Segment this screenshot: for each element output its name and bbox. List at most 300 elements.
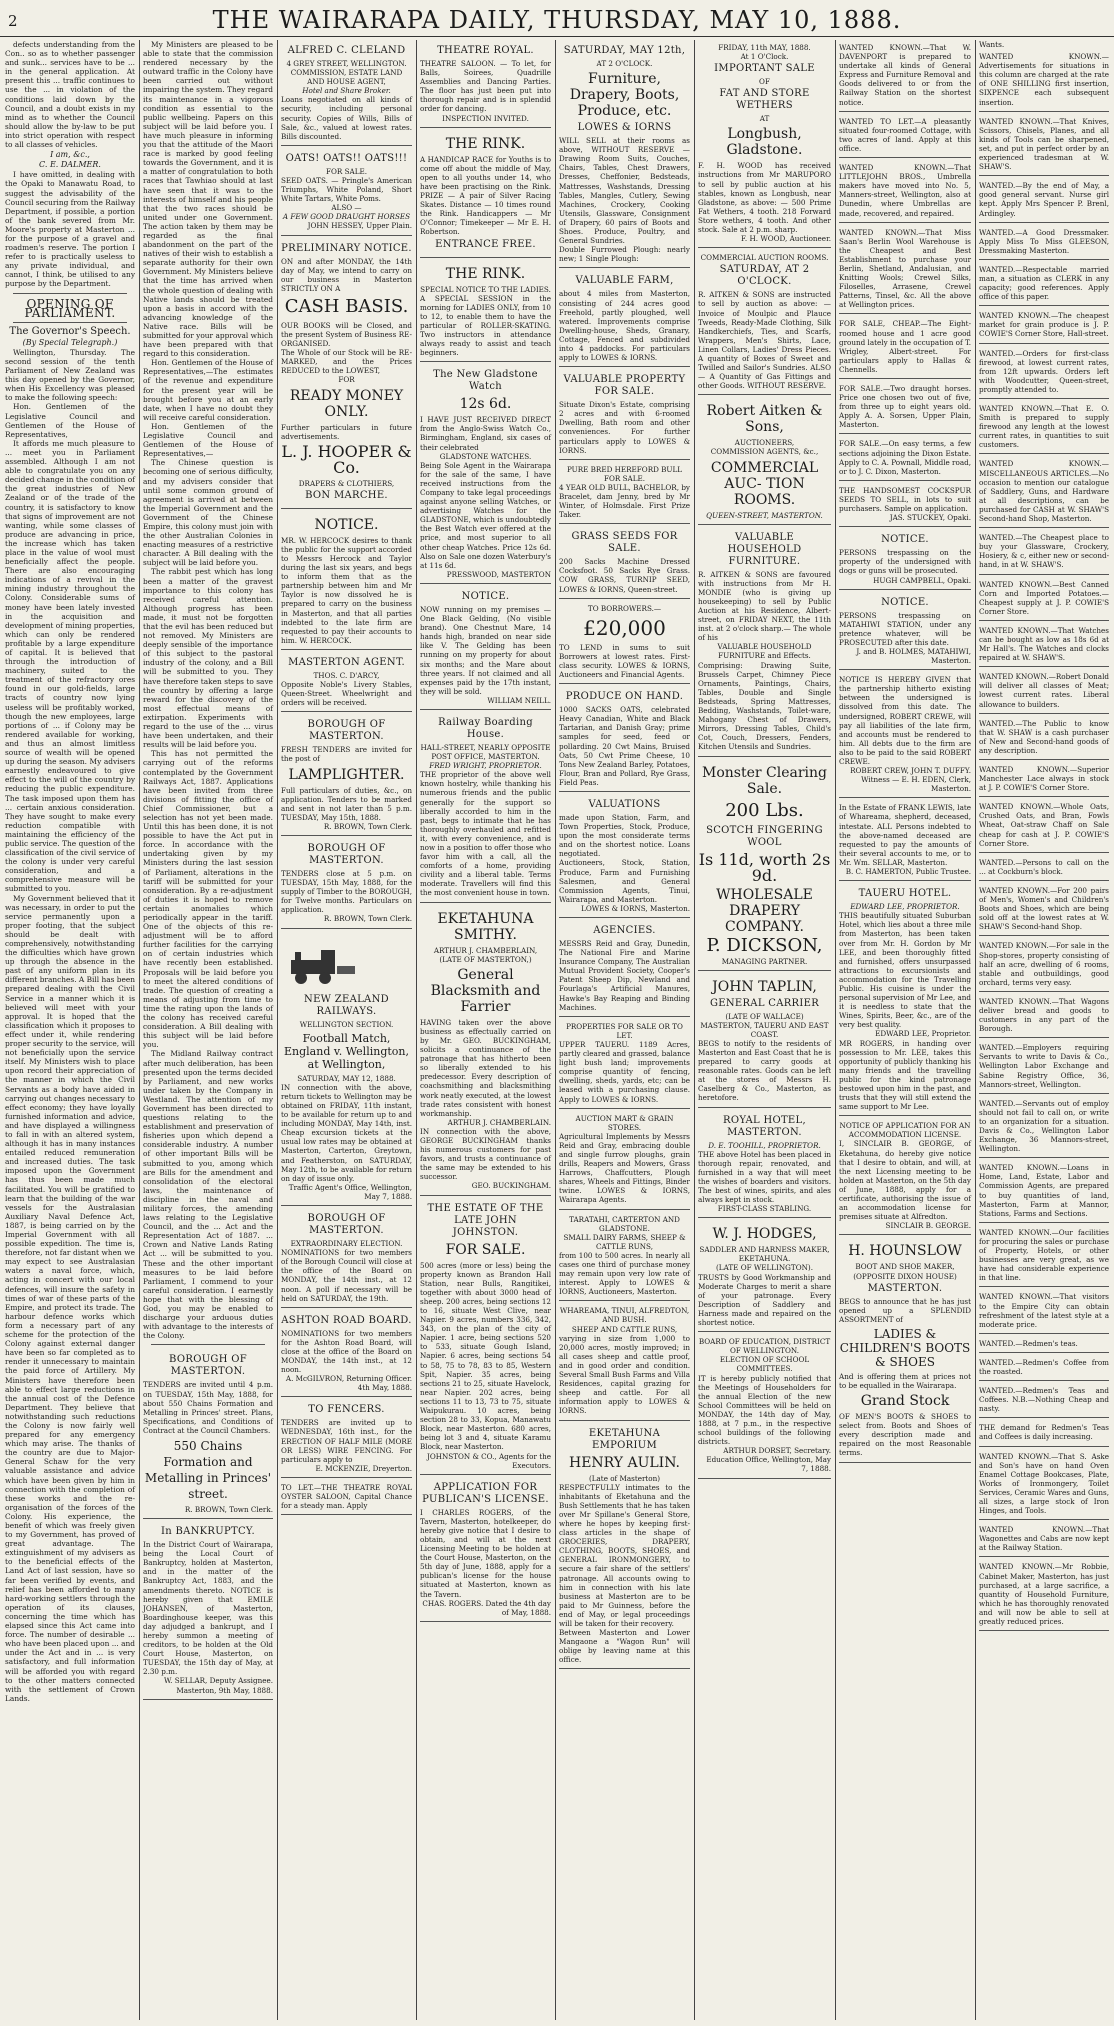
ad-body: WANTED.—Orders for first-class firewood, at lowest current rates, from 12ft upwards. Orders left with Woodcutter, Queen-street, promptly attended to. [979, 348, 1109, 394]
wanted-ad [979, 401, 1109, 454]
election-advertisement [281, 1208, 412, 1308]
wanted-ad [979, 716, 1109, 760]
ad-display-line: Football Match, England v. Wellington, at Wellington, [284, 1031, 409, 1071]
classified-advertisement [839, 483, 971, 527]
ad-heading: VALUATIONS [588, 798, 661, 810]
ad-body: 500 acres (more or less) being the property known as Brandon Hall Station, near Bulls, Rangitikei, together with about 3000 head of sheep. 200 acres, being sections 12 to 16, situate West Clive, near Napier. 9 acres, numbers 336, 342, 343, on the plan of the city of Napier. 1 acre, being sections 520 to 533, situate Gough Island, Napier. 6 acres, being sections 54 to 58, 75 to 78, 83 to 85, Western Spit, Napier. 35 acres, being sections 21 to 25, situate Havelock, near Napier. 202 acres, being sections 11 to 13, 73 to 75, situate Waipukurau. 10 acres, being section 28 to 33, Kopua, Manawatu Block, near Masterton. 680 acres, being lot 3 and 4, situate Karamu Block, near Masterton. [420, 1260, 551, 1452]
ad-body: THE proprietor of the above well known hostelry, while thanking his numerous friends and the public generally for the support so liberally accorded to him in the past, begs to intimate that he has thoroughly overhauled and refitted it, with every convenience, and is now in a position to offer those who favor him with a call, all the comforts of a home, providing civility and a liberal table. Terms moderate. Travellers will find this the most convenient house in town. [420, 770, 551, 898]
ad-display-line: LADIES & CHILDREN'S BOOTS & SHOES [839, 1326, 971, 1369]
ad-line: FOR SALE. [326, 166, 367, 176]
farm-sale-advertisement [559, 270, 690, 367]
ad-address: QUEEN-STREET, MASTERTON. [706, 510, 823, 520]
auction-mart-advertisement [559, 1111, 690, 1210]
ad-heading: AGENCIES. [593, 925, 656, 936]
ad-body: WANTED.—Persons to call on the ... at Cockburn's block. [979, 857, 1109, 876]
ad-body: Loans negotiated on all kinds of security, including personal security. Copies of Wills, Bills of Sale, &c., valued at lowest rates. Bills discounted. [281, 95, 412, 141]
signature: I am, &c., [50, 150, 90, 160]
ad-heading: ASHTON ROAD BOARD. [281, 1314, 412, 1326]
ad-line: Hotel and Share Broker. [302, 86, 391, 96]
wanted-ad [979, 577, 1109, 621]
column-3 [277, 40, 415, 2020]
article-paragraph: It affords me much pleasure to ... meet you in Parliament assembled. Although I am not able to congratulate you on any decided change in the condition of the great industries of New Zealand or of the trade of the country, it is satisfactory to know that signs of improvement are not wanting, while some classes of produce are advancing in price, the increase which has taken place in the value of wool must beneficially affect the people. There are also encouraging indications of a revival in the mining industry throughout the Colony. Considerable sums of money have been lately invested in the acquisition and development of mining properties, which can only be rendered profitable by a large expenditure of capital. It is believed that through the introduction of machinery, suited to the treatment of the refractory ores found in our gold-fields, large tracts of country now lying useless will be profitably worked, though the new employees, large portions of ... if Colony may be rendered available for working, and thus an almost limitless source of wealth will be opened up during the season. My advisers earnestly endeavoured to give effect to the will of the country by reducing the public expenditure. The task imposed upon them has ... certain anxious consideration. They have sought to make every reduction compatible with maintaining the efficiency of the public service. The question of the classification of the civil service of the colony is under very careful consideration, and a comprehensive measure will be submitted to you. [5, 438, 135, 894]
notice-advertisement [281, 511, 412, 650]
ad-heading: In BANKRUPTCY. [160, 1526, 256, 1538]
watch-advertisement [420, 364, 551, 584]
article-paragraph: The Midland Railway contract after much deliberation, has been presented upon the terms decided by Parliament, and new works under taken by the Company in Westland. The attention of my Government has been directed to questions relating to the establishment and preservation of fisheries upon which depend a considerable industry. A number of other important Bills will be submitted to you, among which are Bills for the amendment and consolidation of the electoral laws, the maintenance of discipline in the naval and military forces, the amending laws relating to the Legislative Council, and the ... Act and the Representation Act of 1887. ... Crown and Native Lands Rating Act ... will be submitted to you. These and the other important measures to be laid before Parliament, I commend to your careful consideration. I earnestly hope that with the blessing of God, you may be enabled to discharge your arduous duties with advantage to the interests of the Colony. [143, 1049, 273, 1341]
ad-body: about 4 miles from Masterton, consisting of 244 acres good Freehold, partly ploughed, well watered. Improvements comprise Dwelling-house, Sheds, Granary, Cottage, Fenced and subdivided into 4 paddocks. For particulars apply to LOWES & IORNS. [559, 289, 690, 363]
ad-firm-name: P. DICKSON, [706, 934, 823, 956]
fencers-advertisement [281, 1399, 412, 1478]
property-sale-advertisement [559, 369, 690, 460]
ad-body: BEGS to announce that he has just opened up a SPLENDID ASSORTMENT of [839, 1296, 971, 1324]
classified-advertisement [839, 160, 971, 223]
article-paragraph: Hon. Gentlemen of the Legislative Council and Gentlemen of the House of Representatives,— [143, 421, 273, 459]
auctioneers-advertisement [698, 397, 831, 524]
ad-heading: VALUABLE PROPERTY FOR SALE. [563, 374, 686, 398]
ad-display-line: LAMPLIGHTER. [288, 766, 405, 783]
ad-body: TO LET.—THE THEATRE ROYAL OYSTER SALOON, Capital Chance for a steady man. Apply [281, 1482, 412, 1511]
ad-line: FIRST-CLASS STABLING. [717, 1204, 812, 1214]
ad-body: made upon Station, Farm, and Town Properties, Stock, Produce, upon the most considerate terms and on the shortest notice. Loans negotiated. [559, 812, 690, 859]
ad-firm-name: HENRY AULIN. [568, 1454, 681, 1471]
classified-advertisement [839, 316, 971, 379]
theatre-advertisement [420, 40, 551, 128]
ad-signature: GEO. BUCKINGHAM. [471, 1181, 551, 1191]
ad-firm-name: H. HOUNSLOW [848, 1243, 962, 1260]
ad-heading: BOROUGH OF MASTERTON. [169, 1354, 247, 1378]
railway-engine-icon [281, 938, 361, 986]
agencies-advertisement [559, 920, 690, 1017]
ad-heading: THE ESTATE OF THE LATE JOHN JOHNSTON. [427, 1202, 544, 1238]
ad-heading: Monster Clearing Sale. [702, 764, 827, 797]
ad-body: 4 YEAR OLD BULL, BACHELOR, by Bracelet, dam Jenny, bred by Mr Winter, of Holmsdale. First Prize Taker. [559, 482, 690, 520]
wanted-ad [979, 530, 1109, 574]
ad-display-line: Longbush, Gladstone. [726, 126, 803, 159]
ad-body: FOR SALE.—Two draught horses. Price one chosen two out of five, from three up to eight years old. Apply A. A. Sorsen, Upper Plain, Masterton. [839, 384, 971, 430]
article-byline: (By Special Telegraph.) [22, 337, 118, 347]
ad-heading: PURE BRED HEREFORD BULL FOR SALE. [566, 464, 683, 483]
ad-body: WANTED TO LET.—A pleasantly situated four-roomed Cottage, with two acres of land. Apply at this office. [839, 116, 971, 153]
wanted-ad [979, 346, 1109, 399]
ad-heading: The New Gladstone Watch [433, 369, 538, 393]
column-8 [975, 40, 1112, 2020]
ad-heading: TAUERU HOTEL. [858, 888, 952, 900]
ad-heading: BOROUGH OF MASTERTON. [307, 719, 386, 743]
ad-display-line: General Blacksmith and Farrier [430, 966, 541, 1015]
agent-advertisement [281, 40, 412, 146]
wanted-ad [979, 623, 1109, 667]
ad-heading: NOTICE. [314, 516, 379, 533]
railways-advertisement [281, 931, 412, 1207]
wethers-sale-advertisement [698, 40, 831, 248]
ad-body: WANTED KNOWN.—That Miss Saan's Berlin Wool Warehouse is the Cheapest and Best Establishment to purchase your Berlin, Shetland, Andalusian, and Knitting Wools; Crewel Silks, Filoselles, Arrasene, Crewel Patterns, Tinsel, &c. All the above at Wellington prices. [839, 227, 971, 310]
ad-signature: PRESSWOOD, MASTERTON [446, 569, 551, 579]
ad-body: WANTED.—The Cheapest place to buy your Glassware, Crockery, Hosiery, & c, either new or second-hand, in at W. SHAW'S. [979, 533, 1109, 570]
ad-heading: THE RINK. [445, 135, 526, 152]
page-number: 2 [8, 12, 18, 30]
column-1 [2, 40, 138, 2020]
partnership-notice [839, 672, 971, 798]
ad-line: ARTHUR J. CHAMBERLAIN, [433, 945, 538, 955]
estate-notice [839, 800, 971, 881]
smithy-advertisement [420, 905, 551, 1196]
ad-heading: OATS! OATS!! OATS!!! [285, 152, 408, 164]
wanted-ad [979, 225, 1109, 260]
ad-body: BEGS to notify to the residents of Masterton and East Coast that he is prepared to carry goods at reasonable rates. Goods can be left at the stores of Messrs H. Caselberg & Co., Masterton, as heretofore. [698, 1038, 831, 1103]
ad-body: Situate Dixon's Estate, comprising 2 acres and with 6-roomed Dwelling, Bath room and other conveniences. For further particulars apply to LOWES & IORNS. [559, 400, 690, 455]
ad-body: FRESH TENDERS are invited for the post of [281, 745, 412, 764]
ad-signature: LOWES & IORNS, Masterton. [581, 903, 690, 913]
ad-body: And is offering them at prices not to be equalled in the Wairarapa. [839, 1371, 971, 1390]
divider [13, 322, 127, 323]
column-5 [555, 40, 693, 2020]
ad-body: WANTED KNOWN.—Loans in Home, Land, Estate, Labor and Commission Agents, are prepared to buy quantities of land, Masterton, Farm at Mannor, Stations, Farms and Sections. [979, 1163, 1109, 1218]
ad-body: Between Masterton and Lower Mangaone a "Wagon Run" will oblige by leaving name at this office. [559, 1628, 690, 1665]
newspaper-title: THE WAIRARAPA DAILY, THURSDAY, MAY 10, 1888. [212, 6, 902, 34]
ad-heading: THEATRE ROYAL. [437, 45, 534, 56]
ad-line: EXTRAORDINARY ELECTION. [290, 1239, 403, 1249]
ad-body: WANTED.—Redmen's teas. [979, 1338, 1078, 1348]
license-application [420, 1477, 551, 1622]
ad-body: TRUSTS by Good Workmanship and Moderate Charges to merit a share of your patronage. Every Description of Saddlery and Harness made and repaired on the shortest notice. [698, 1272, 831, 1328]
ad-body: FOR SALE, CHEAP.—The Eight-roomed house and 1 acre good ground lately in the occupation of T. Wrigley, Albert-street. For particulars apply to Hallas & Chennells. [839, 319, 971, 374]
ad-line: DRAPERS & CLOTHIERS, [298, 478, 395, 488]
ad-heading: GRASS SEEDS FOR SALE. [571, 531, 678, 555]
wanted-ad [979, 1355, 1109, 1381]
ad-body: R. AITKEN & SONS are favoured with instructions from Mr H. MONDIE (who is giving up housekeeping) to sell by Public Auction at his Residence, Albert-street, on FRIDAY NEXT, the 11th inst. at 2 o'clock sharp.— The whole of his [698, 569, 831, 643]
ad-line: A FEW GOOD DRAUGHT HORSES [282, 212, 411, 222]
ad-line: ELECTION OF SCHOOL COMMITTEES. [719, 1355, 810, 1374]
wanted-ad [979, 456, 1109, 528]
ad-heading: SATURDAY, MAY 12th, [563, 45, 686, 56]
ad-line: (LATE OF WALLACE) [725, 1011, 804, 1021]
ad-price: 12s 6d. [459, 396, 512, 413]
article-paragraph: Hon. Gentlemen of the Legislative Council and Gentlemen of the House of Representatives, [5, 402, 135, 439]
article-paragraph: Wellington, Thursday. The second session of the tenth Parliament of New Zealand was this day opened by the Governor, when His Excellency was pleased to make the following speech: [5, 347, 135, 403]
wanted-ad [979, 1420, 1109, 1446]
tender-advertisement [143, 1349, 273, 1519]
ad-body: NOW running on my premises — One Black Gelding, (No visible brand). One Chestnut Mare, 14 hands high, branded on near side like V. The Gelding has been running on my property for about six months; and the Mare about three years. If not claimed and all expenses paid by the 17th instant, they will be sold. [420, 604, 551, 696]
ad-firm-name: JOHN TAPLIN, [712, 978, 817, 995]
ad-firm-name: Robert Aitken & Sons, [706, 403, 823, 436]
wanted-ad [979, 855, 1109, 881]
article-paragraph: This has not permitted the carrying out of the reforms contemplated by the Government Railways Act, 1887. Applications have been invited from three divisions of fitting the office of Chief Commissioner, but a selection has not yet been made. Until this has been done, it is not possible to have the Act put in force. In accordance with the undertaking given by my Ministers during the last session of Parliament, alterations in the tariff will be submitted for your consideration. By a re-adjustment of duties it is hoped to remove certain anomalies which periodically appear in the tariff. One of the objects of this re-adjustment will be to afford further facilities for the carrying on of certain industries which have recently been established. Proposals will be laid before you to meet the altered conditions of trade. The question of creating a means of adjusting from time to time the rating upon the lands of the colony has received careful consideration. A Bill dealing with this subject will be laid before you. [143, 749, 273, 1050]
ad-line: OF [759, 77, 770, 87]
ad-body: WANTED KNOWN.—MISCELLANEOUS ARTICLES.—No occasion to mention our catalogue of Saddlery, Guns, and Hardware at all descriptions, can be purchased for CASH at W. SHAW'S Second-hand Shop, Masterton. [979, 459, 1109, 524]
ad-signature: B. C. HAMERTON, Public Trustee. [845, 867, 971, 877]
wanted-ad [979, 1522, 1109, 1557]
tauerU-hotel-advertisement [839, 883, 971, 1116]
article-paragraph: The Chinese question is becoming one of serious difficulty, and my advisers consider that until some common ground of agreement is arrived at between the Imperial Government and the Government of the Chinese Empire, this colony must join with the other Australian Colonies in enacting measures of a restrictive character. A Bill dealing with the subject will be laid before you. [143, 458, 273, 568]
ad-body: IT is hereby publicly notified that the Meetings of Householders for the annual Election of the new School Committees will be held on MONDAY, the 14th day of May, 1888, at 7 p.m., in the respective school buildings of the following districts. [698, 1373, 831, 1447]
ad-body: Double Furrowed Plough: nearly new; 1 Single Plough: [559, 245, 690, 264]
oats-advertisement [281, 148, 412, 236]
ad-line: FAT AND STORE WETHERS [719, 88, 810, 112]
ad-heading: NEW ZEALAND RAILWAYS. [304, 993, 389, 1017]
column-7 [835, 40, 974, 2020]
classified-advertisement [839, 381, 971, 434]
ad-body: PERSONS trespassing on MATAHIWI STATION, under any pretence whatever, will be PROSECUTED after this date. [839, 610, 971, 647]
ad-body: WANTED KNOWN.—Best Canned Corn and Imported Potatoes.—Cheapest supply at J. P. COWIE'S Corner Store. [979, 579, 1109, 616]
masterton-agent-advertisement [281, 652, 412, 712]
ad-body: 1000 SACKS OATS, celebrated Heavy Canadian, White and Black Tartarian, and Danish Gray; prime samples for seed, feed or pollarding. 20 Cwt Mains, Bruised Oats, 50 Cwt Prime Cheese, 10 Tons New Zealand Barley, Potatoes, Flour, Bran and Pollard, Rye Grass, Field Peas. [559, 705, 690, 787]
ad-body: WANTED KNOWN.—The cheapest market for grain produce is J. P. COWIE'S Corner Store, Hall-street. [979, 311, 1109, 339]
ad-line: FRED WRIGHT, PROPRIETOR. [429, 761, 542, 771]
license-application [839, 1118, 971, 1235]
ad-signature: ARTHUR J. CHAMBERLAIN. [447, 1117, 551, 1127]
ad-line: SMALL DAIRY FARMS, SHEEP & CATTLE RUNS, [563, 1232, 686, 1251]
ad-body: Opposite Noble's Livery Stables, Queen-Street. Wheelwright and orders will be received. [281, 680, 412, 708]
ad-body: PERSONS trespassing on the property of the undersigned with dogs or guns will be prosecuted. [839, 548, 971, 576]
article-paragraph: Hon. Gentlemen of the House of Representatives,—The estimates of the revenue and expenditure for the present year will be brought before you at an early date, when I have no doubt they will receive careful consideration. [143, 358, 273, 422]
ad-line: (Late of Masterton) [588, 1473, 661, 1483]
wanted-ad [979, 1096, 1109, 1159]
ad-body: WANTED KNOWN.—Superior Manchester Lace always in stock at J. P. COWIE'S Corner Store. [979, 765, 1109, 793]
ad-line: INSPECTION INVITED. [442, 113, 529, 123]
ad-body: RESPECTFULLY intimates to the inhabitants of Eketahuna and the Bush Settlements that he has taken over Mr Spillane's General Store, where he hopes by keeping first-class articles in the shape of GROCERIES, DRAPERY, CLOTHING, BOOTS, SHOES, and GENERAL IRONMONGERY, to secure a fair share of the settlers' patronage. All accounts owing to him in connection with his late business at Masterton are to be paid to Mr Guinness, before the end of May, or legal proceedings will be taken for their recovery. [559, 1482, 690, 1628]
ad-body: MR. W. HERCOCK desires to thank the public for the support accorded to Messrs Hercock and Taylor during the last six years, and begs to inform them that as the partnership between him and Mr Taylor is now dissolved he is prepared to carry on the business in Masterton, and that all parties indebted to the late firm are requested to pay their accounts to him. W. HERCOCK. [281, 535, 412, 645]
ad-body: THIS beautifully situated Suburban Hotel, which lies about a three mile from Masterton, has been taken over from Mr. H. Gordon by Mr LEE, and been thoroughly fitted and furnished, offers unsurpassed attractions to excursionists and accommodation for the Travelling Public. His cuisine is under the personal supervision of Mr Lee, and it is needless to state that the Wines, Spirits, Beer, &c., are of the very best quality. [839, 911, 971, 1030]
ad-heading: EKETAHUNA EMPORIUM [588, 1427, 661, 1451]
ad-price: Is 11d, worth 2s 9d. [698, 849, 831, 885]
ad-body: WANTED KNOWN.—That W. DAVENPORT is prepared to undertake all kinds of General Express and Furniture Removal and Goods delivered to or from the Railway Station on the shortest notice. [839, 43, 971, 107]
ad-body: Full particulars of duties, &c., on application. Tenders to be marked and sent in not later than 5 p.m. TUESDAY, May 15th, 1888. [281, 785, 412, 822]
trespass-notice [839, 592, 971, 671]
ad-line: COMMISSION AGENTS, &c., [710, 447, 819, 457]
ad-body: varying in size from 1,000 to 20,000 acres, mostly improved; in all cases sheep and cattle proof, and in good order and condition. Several Small Bush Farms and Villa Residences, capital grazing for sheep and cattle. For all information apply to LOWES & IORNS. [559, 1333, 690, 1416]
ad-body: IN connection with the above, GEORGE BUCKINGHAM thanks his numerous customers for past favors, and trusts a continuance of the same may be extended to his successor. [420, 1126, 551, 1182]
valuations-advertisement [559, 794, 690, 918]
ad-body: THE demand for Redmen's Teas and Coffees is daily increasing. [979, 1423, 1109, 1442]
ad-line: ALSO — [331, 203, 362, 213]
ad-line: GLADSTONE WATCHES. [439, 451, 532, 461]
article-paragraph: My Ministers are pleased to be able to state that the commission rendered necessary by the outward traffic in the Colony have been carried out without impairing the system. They regard its maintenance in a vigorous condition as essential to the public wellbeing. Papers on this subject will be laid before you. I have much pleasure in informing you that the attitude of the Maori race is marked by good feeling towards the Government, and it is a matter of congratulation to both races that Tawhiao should at last have seen that it was to the interests of himself and his people that the two races should be united under one Government. The action taken by them may be regarded as the final abandonment on the part of the natives of their wish to establish a separate authority for their own Government. My Ministers believe that the time has arrived when the whole question of dealing with Native lands should be treated upon a basis in accord with the advancing knowledge of the Native race. Bills will be submitted for your approval which have been prepared with that regard to this consideration. [143, 40, 273, 359]
ad-body: SEED OATS. — Pringle's American Triumphs, White Poland, Short White Tartars, White Poms. [281, 175, 412, 204]
ad-line: MASTERTON, TAUERU AND EAST COAST. [700, 1020, 829, 1039]
ad-body: Comprising: Drawing Suite, Brussels Carpet, Chimney Piece Ornaments, Paintings, Chairs, Tables, Double and Single Bedsteads, Spring Mattresses, Bedding, Washstands, Toilet-ware, Mahogany Chest of Drawers, Mirrors, Dressing Tables, Child's Cot, Couch, Dressers, Fenders, Kitchen Utensils and Sundries. [698, 660, 831, 752]
ad-heading: VALUABLE FARM, [575, 275, 674, 287]
ad-heading: COMMERCIAL AUCTION ROOMS. [700, 253, 829, 263]
ad-line: SPECIAL NOTICE TO THE LADIES. [420, 284, 551, 294]
ad-line: (LATE OF MASTERTON,) [439, 954, 532, 964]
wanted-ad [979, 308, 1109, 343]
ad-body: Auctioneers, Stock, Station, Produce, Farm and Furnishing Salesmen, and General Commission Agents, Tinui, Wairarapa, and Masterton. [559, 858, 690, 904]
ad-heading: PRODUCE ON HAND. [565, 691, 684, 703]
wanted-ad [979, 114, 1109, 177]
ad-body: NOMINATIONS for two members for the Ashton Road Board, will close at the office of the Board on MONDAY, the 14th inst., at 12 noon. [281, 1328, 412, 1375]
ad-body: NOTICE IS HEREBY GIVEN that the partnership hitherto existing between the undersigned is dissolved from this date. The undersigned, ROBERT CREWE, will pay all liabilities of the late firm, and accounts must be rendered to him. All debts due to the firm are also to be paid to the said ROBERT CREWE. [839, 675, 971, 766]
ad-body: MESSRS Reid and Gray, Dunedin, The National Fire and Marine Insurance Company, The Australian Mutual Provident Society, Cooper's Patent Sheep Dip, Newland and Fourlaga's Artificial Manures, Hawke's Bay Reaping and Binding Machines. [559, 939, 690, 1012]
wanted-ad [979, 1449, 1109, 1521]
wanted-ad [979, 799, 1109, 852]
ad-body: WANTED KNOWN.—That Watches can be bought as low as 18s 6d at Mr Hall's. The Watches and clocks repaired at W. SHAW'S. [979, 625, 1109, 663]
article-paragraph: I have omitted, in dealing with the Opaki to Manawatu Road, to suggest the advisability of the Council securing from the Railway Department, if possible, a portion of the bank severed from Mr. Moore's property at Masterton ... for the purpose of a gravel and roadmen's reserve. The portion I refer to is practically useless to any private individual, and cannot, I think, be utilised to any purpose by the Department. [5, 170, 135, 289]
ad-signature: ARTHUR DORSET, Secretary. Education Office, Wellington, May 7, 1888. [706, 1446, 831, 1474]
ad-body: WANTED KNOWN.—That E. O. Smith is prepared to supply firewood any length at the lowest current rates, in quantities to suit customers. [979, 404, 1109, 450]
ad-heading: BOROUGH OF MASTERTON. [307, 1213, 386, 1237]
ad-line: (OPPOSITE DIXON HOUSE) [853, 1271, 957, 1281]
classified-advertisement [839, 225, 971, 315]
emporium-advertisement [559, 1423, 690, 1670]
ad-body: Agricultural Implements by Messrs Reid and Gray, embracing double and single furrow ploughs, grain drills, Reapers and Mowers, Grass Harrows, Chaffcutters, Plough shares, Wheels and Fittings, Binder twine. LOWES & IORNS, Wairarapa Agents. [559, 1131, 690, 1205]
rink-ladies-advertisement [420, 260, 551, 363]
ad-body: WANTED KNOWN.—Our facilities for procuring the sales or purchase of Property, Hotels, or other businesses are very great, as we have had considerable experience in that line. [979, 1227, 1109, 1283]
ad-line: WELLINGTON SECTION. [299, 1019, 394, 1029]
ad-line: SATURDAY, MAY 12, 1888. [297, 1073, 396, 1083]
ad-heading: MASTERTON AGENT. [288, 656, 405, 668]
wanted-ad [979, 1336, 1109, 1353]
ad-body: MR ROGERS, in handing over possession to Mr. LEE, takes this opportunity of publicly thanking his many friends and the travelling public for the kind patronage bestowed upon him in the past, and trusts that they will still extend the same support to Mr Lee. [839, 1038, 971, 1112]
ad-body: WANTED KNOWN.—That S. Aske and Son's have on hand Oven Enamel Cottage Bookcases, Plate, Works of Ironmongery, Toilet Services, Ceramic Wares and Guns, all sizes, a large stock of Iron Hinges, and Tools. [979, 1451, 1109, 1516]
ad-body: F. H. WOOD has received instructions from Mr MARUPORO to sell by public auction at his stables, known as Longbush, near Gladstone, as above: — 500 Prime Fat Wethers, 4 tooth. 218 Forward Store wethers, 4 tooth. And other stock. Sale at 2 p.m. sharp. [698, 161, 831, 235]
divider [151, 1344, 265, 1345]
ad-line: ENTRANCE FREE. [435, 238, 536, 250]
ad-heading: TO BORROWERS.— [587, 603, 662, 613]
ad-heading: NOTICE OF APPLICATION FOR AN ACCOMMODATION LICENSE. [839, 1121, 971, 1140]
ad-display-line: Grand Stock [860, 1393, 950, 1410]
wanted-ad [979, 1383, 1109, 1418]
ad-heading: PRELIMINARY NOTICE. [281, 242, 412, 254]
ad-heading: WHAREAMA, TINUI, ALFREDTON, AND BUSH. [559, 1306, 690, 1325]
ad-signature: E. MCKENZIE, Dreyerton. [315, 1463, 412, 1473]
wanted-ad [979, 1225, 1109, 1288]
ad-signature: ROBERT CREW, JOHN T. DUFFY. Witness — E. H. EDEN, Clerk, Masterton. [850, 766, 971, 794]
column-6 [694, 40, 834, 2020]
wanted-ad [979, 994, 1109, 1038]
ad-line: MANAGING PARTNER. [721, 956, 808, 966]
ad-body: OF MEN'S BOOTS & SHOES to select from. Boots and Shoes of every description made and repaired on the most Reasonable terms. [839, 1412, 971, 1458]
ad-heading: NOTICE. [881, 596, 929, 608]
ad-display-line: FOR SALE. [445, 1241, 526, 1258]
ad-line: FRIDAY, 11th MAY, 1888. [718, 43, 811, 52]
column-4 [416, 40, 554, 2020]
classified-advertisement [839, 114, 971, 158]
ad-heading: AUCTION MART & GRAIN STORES. [575, 1113, 674, 1132]
ad-signature: F. H. WOOD, Auctioneer. [741, 234, 831, 244]
preliminary-notice-advertisement [281, 238, 412, 509]
ad-body: WILL SELL at their rooms as above, WITHOUT RESERVE — Drawing Room Suits, Couches, Chairs, Tables, Chest Drawers, Dresses, Cheffonier, Bedsteads, Mattresses, Washstands, Dressing Tables, Mangles, Cutlery, Sewing Machines, Crockery, Cooking Utensils, Glassware, Consignment of Drapery, 60 pairs of Boots and Shoes. Produce, Poultry, and General Sundries. [559, 136, 690, 246]
ad-body: In the Estate of FRANK LEWIS, late of Whareama, shepherd, deceased, intestate. ALL Persons indebted to the above-named deceased are requested to pay the amounts of their several accounts to me, or to Mr. Wm. SELLAR, Masterton. [839, 803, 971, 867]
wanted-ad [979, 938, 1109, 991]
ad-body: TENDERS close at 5 p.m. on TUESDAY, 15th May, 1888, for the supply of Timber to the BOROUGH, for Twelve months. Particulars on application. [281, 868, 412, 915]
ad-line: COMMISSION, ESTATE LAND AND HOUSE AGENT, [290, 68, 403, 87]
ad-body: WANTED KNOWN.—For 200 pairs of Men's, Women's and Children's Boots and Shoes, which are being sold off at the lowest rates at W. SHAW'S Second-hand Shop. [979, 885, 1109, 932]
ad-line: BOOT AND SHOE MAKER, [855, 1262, 955, 1272]
ad-body: I, SINCLAIR B. GEORGE, of Eketahuna, do hereby give notice that I desire to obtain, and will, at the next Licensing meeting to be holden at Masterton, on the 5th day of June, 1888, apply for a certificate, authorising the issue of an accommodation license for premises situate at Alfredton. [839, 1139, 971, 1222]
rink-advertisement [420, 130, 551, 258]
ad-heading: APPLICATION FOR PUBLICAN'S LICENSE. [422, 1481, 549, 1505]
ad-signature: WILLIAM NEILL. [487, 695, 551, 705]
ad-body: WANTED KNOWN.—That Wagons deliver bread and goods to customers in any part of the Borough. [979, 996, 1109, 1034]
ad-body: TENDERS are invited up to WEDNESDAY, 16th inst., for the ERECTION OF HALF MILE (MORE OR LESS) WIRE FENCING. For particulars apply to [281, 1418, 412, 1464]
ad-body: HAVING taken over the above business as effectually carried on by Mr. GEO. BUCKINGHAM, solicits a continuance of the patronage that has hitherto been so liberally extended to his predecessor. Every description of coachsmithing and blacksmithing work neatly executed, at the lowest trade rates consistent with honest workmanship. [420, 1017, 551, 1118]
ad-body: WANTED.—Redmen's Coffee from the roasted. [979, 1357, 1109, 1376]
saddler-advertisement [698, 1220, 831, 1332]
ad-body: UPPER TAUERU. 1189 Acres, partly cleared and grassed, balance light bush land; improvements comprise quantity of fencing, dwelling, sheds, yards, etc; can be leased with a purchasing clause. Apply to LOWES & IORNS. [559, 1039, 690, 1104]
ad-body: R. AITKEN & SONS are instructed to sell by auction as above: — Invoice of Moulpic and Plauce Tweeds, Ready-Made Clothing, Silk Handkerchiefs, Ties, and Scarfs, Wrappers, Men's Shirts, Lace, Linen Collars, Ladies' Dress Pieces. A quantity of Boxes of Sweet and Twilled and Sailor's Sundries. ALSO — A Quantity of Gas Fittings and other Goods. WITHOUT RESERVE. [698, 290, 831, 391]
ad-heading: Railway Boarding House. [438, 716, 533, 740]
properties-advertisement [559, 1019, 690, 1109]
ad-heading: PROPERTIES FOR SALE OR TO LET. [566, 1021, 683, 1040]
ad-line: BON MARCHE. [305, 489, 388, 501]
ad-body: Further particulars in future advertisements. [281, 422, 412, 441]
ad-body: I CHARLES ROGERS, of the Tavern, Masterton, hotelkeeper, do hereby give notice that I desire to obtain, and will at the next Licensing Meeting to be holden at the Court House, Masterton, on the 5th day of June, 1888, apply for a publican's license for the house situated at Masterton, known as the Tavern. [420, 1507, 551, 1599]
trespass-notice [839, 529, 971, 589]
ad-display-line: Furniture, Drapery, Boots, Produce, etc. [569, 71, 680, 120]
wanted-ad [979, 178, 1109, 222]
ad-body: THE HANDSOMEST COCKSPUR SEEDS TO SELL, in lots to suit purchasers. Sample on application. [839, 485, 971, 514]
signature: C. E. DALMER. [39, 160, 101, 170]
wanted-ad [979, 762, 1109, 797]
ad-line: AT 2 O'CLOCK. [596, 59, 653, 68]
wanted-ad [979, 262, 1109, 306]
ad-display-line: £20,000 [583, 615, 666, 640]
ad-line: GENERAL CARRIER [709, 997, 820, 1009]
ad-line: SATURDAY, AT 2 O'CLOCK. [719, 264, 810, 288]
ad-line: MASTERTON. [867, 1282, 943, 1294]
ad-signature: R. BROWN, Town Clerk. [323, 914, 412, 924]
auction-advertisement [559, 40, 690, 268]
ad-body: WANTED.—Redmen's Teas and Coffees. N.B.—Nothing Cheap and nasty. [979, 1386, 1109, 1414]
ad-body: TENDERS are invited until 4 p.m. on TUESDAY, 15th May, 1888, for about 550 Chains Formation and Metalling in Princes' street. Plans, Specifications, and Conditions of Contract at the Council Chambers. [143, 1380, 273, 1435]
ad-line: AUCTIONEERS, [734, 438, 795, 448]
ad-address: 4 GREY STREET, WELLINGTON. [286, 59, 407, 68]
ad-signature: JAS. STUCKEY, Opaki. [889, 513, 971, 523]
ad-body: NOMINATIONS for two members of the Borough Council will close at the office of the Board on MONDAY, the 14th inst., at 12 noon. A poll if necessary will be held on SATURDAY, the 19th. [281, 1248, 412, 1303]
ad-line: SHEEP AND CATTLE RUNS, [571, 1324, 678, 1334]
ad-heading: THE RINK. [445, 265, 526, 282]
ad-heading: NOTICE. [461, 590, 510, 602]
ad-body: TO LEND in sums to suit Borrowers at lowest rates. First-class security. LOWES & IORNS, Auctioneers and Financial Agents. [559, 642, 690, 680]
ad-heading: ALFRED C. CLELAND [287, 45, 406, 56]
ad-line: HALL-STREET, NEARLY OPPOSITE POST OFFICE, MASTERTON. [420, 742, 551, 762]
classified-advertisement [839, 40, 971, 112]
ad-line: SCOTCH FINGERING WOOL [706, 824, 823, 848]
wanted-ad [979, 669, 1109, 713]
ad-body: 200 Sacks Machine Dressed Cocksfoot. 50 Sacks Rye Grass. COW GRASS, TURNIP SEED, LOWES & IORNS, Queen-street. [559, 557, 690, 594]
ad-body: WANTED.—By the end of May, a good general servant. Nurse girl kept. Apply Mrs Spencer P. Brenl, Ardingley. [979, 181, 1109, 218]
ad-body: from 100 to 500 acres. In nearly all cases one third of purchase money may remain upon very low rate of interest. Apply to LOWES & IORNS, Auctioneers, Masterton. [559, 1250, 690, 1297]
hotel-advertisement [698, 1110, 831, 1219]
loan-advertisement [559, 601, 690, 684]
ad-body: OUR BOOKS will be Closed, and the present System of Business RE-ORGANISED. [281, 320, 412, 349]
ad-signature: JOHNSTON & CO., Agents for the Executors. [426, 1451, 551, 1470]
ad-body: WANTED.—Servants out of employ should not fail to call on, or write to an organization for a situation. Davis & Co., Wellington Labor Exchange, 36 Mannors-street, Wellington. [979, 1098, 1109, 1154]
ad-body: In the District Court of Wairarapa, being the Local Court of Bankruptcy, holden at Masterton, and in the matter of the Bankruptcy Act, 1883, and the amendments thereto. NOTICE is hereby given that EMILE JOHANSEN, of Masterton, Boardinghouse keeper, was this day adjudged a bankrupt, and I hereby summon a meeting of creditors, to be holden at the Old Court House, Masterton, on TUESDAY, the 15th day of May, at 2.30 p.m. [143, 1540, 273, 1677]
boarding-house-advertisement [420, 712, 551, 903]
ad-body: WANTED KNOWN.—That LITTLEJOHN BROS., Umbrella makers have moved into No. 5, Manners-street, Wellington, also at Dunedin, where Umbrellas are made, recovered, and repaired. [839, 163, 971, 218]
ad-line: SADDLER AND HARNESS MAKER, [699, 1245, 830, 1255]
estate-sale-advertisement [420, 1198, 551, 1475]
road-board-advertisement [281, 1310, 412, 1398]
ad-body: WANTED KNOWN.—That Knives, Scissors, Chisels, Planes, and all kinds of Tools can be sharpened, set, and put in perfect order by an experienced tradesman at W. SHAW'S. [979, 116, 1109, 172]
runs-advertisement [559, 1303, 690, 1420]
auction-rooms-advertisement [698, 250, 831, 395]
ad-body: WANTED KNOWN.—Robert Donald will deliver all classes of Meat; lowest current rates. Liberal allowance to builders. [979, 672, 1109, 709]
ad-body: A HANDICAP RACE for Youths is to come off about the middle of May, open to all youths under 14, who have been practising on the Rink. PRIZE — A pair of Silver Racing Skates. Distance — 10 times round the Rink. Handicappers — Mr O'Connor; Timekeeper — Mr E. H. Robertson. [420, 154, 551, 237]
ad-signature: Traffic Agent's Office, Wellington, May 7, 1888. [288, 1182, 412, 1201]
furniture-sale-advertisement [698, 527, 831, 757]
timber-tender-advertisement [281, 838, 412, 929]
ad-body: WANTED.—Respectable married man, a situation as CLERK in any capacity; good references. Apply office of this paper. [979, 264, 1109, 302]
ad-body: WANTED.—Employers requiring Servants to write to Davis & Co., Wellington Labor Exchange and Sabine Registry Office, 36, Mannors-street, Wellington. [979, 1043, 1109, 1089]
masthead [0, 0, 1114, 37]
ad-line: (LATE OF WELLINGTON). [716, 1263, 813, 1273]
ad-body: FOR SALE.—On easy terms, a few sections adjoining the Dixon Estate. Apply to C. A. Pownall, Middle road, or to J. C. Dixon, Masterton. [839, 439, 971, 476]
ad-body: IN connection with the above, return tickets to Wellington may be obtained on FRIDAY, 11th instant, to be available for return up to and including MONDAY, May 14th, inst. Cheap excursion tickets at the usual low rates may be obtained at Masterton, Carterton, Greytown, and Featherston, on SATURDAY, May 12th, to be available for return on day of issue only. [281, 1082, 412, 1183]
ad-body: WANTED KNOWN.—That Wagonettes and Cabs are now kept at the Railway Station. [979, 1525, 1109, 1553]
ad-display-line: 550 Chains Formation and Metalling in Princes' street. [144, 1438, 272, 1501]
